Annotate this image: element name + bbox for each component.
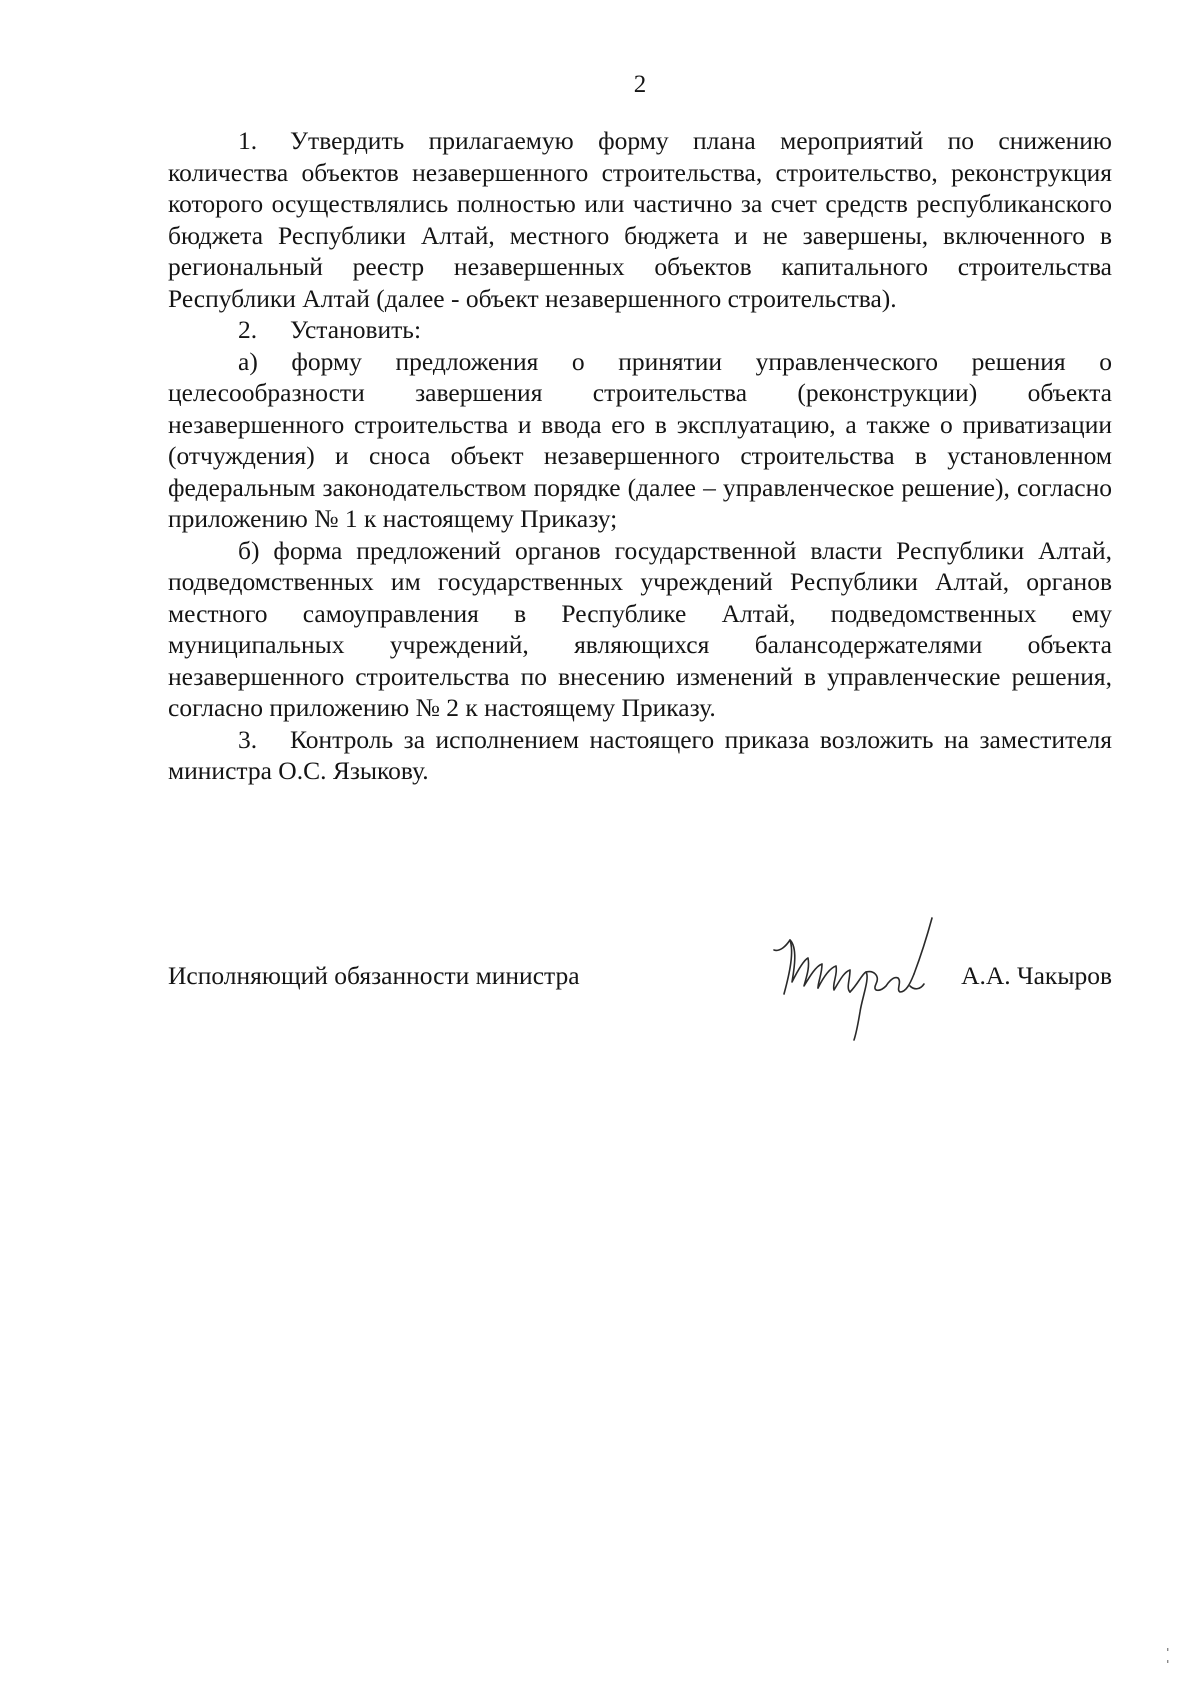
paragraph-2 (168, 314, 1112, 346)
paragraph-3 (168, 724, 1112, 787)
paragraph-text: б) форма предложений органов государственной власти Республики Алтай, подведомственных им государственных учреждений Республики Алтай, органов местного самоуправления в Республике Алтай, подведомственных ему муниципальных учреждений, являющихся балансодержателями объекта незавершенного строительства по внесению изменений в управленческие решения, согласно приложению № 2 к настоящему Приказу. (168, 535, 1112, 722)
paragraph-text: Установить: (290, 315, 422, 344)
page-number: 2 (633, 71, 647, 98)
paragraph-number: 1. (238, 126, 258, 155)
paragraph-text: Контроль за исполнением настоящего приказа возложить на заместителя министра О.С. Языкову. (168, 724, 1112, 785)
scan-artifact (1164, 1646, 1172, 1668)
paragraph-number: 3. (238, 724, 258, 754)
paragraph-text: а) форму предложения о принятии управленческого решения о целесообразности завершения строительства (реконструкции) объекта незавершенного строительства и ввода его в эксплуатацию, а также о приватизации (отчуждения) и сноса объект незавершенного строительства в установленном федеральным законодательством порядке (далее – управленческое решение), согласно приложению № 1 к настоящему Приказу; (168, 346, 1112, 533)
paragraph-number: 2. (238, 315, 258, 344)
handwritten-signature (770, 912, 960, 1042)
signatory-name: А.А. Чакыров (961, 961, 1112, 990)
paragraph-2b (168, 535, 1112, 724)
signature-block (168, 960, 1112, 1000)
paragraph-text: Утвердить прилагаемую форму плана мероприятий по снижению количества объектов незавершенного строительства, строительство, реконструкция которого осуществлялись полностью или частично за счет средств республиканского бюджета Республики Алтай, местного бюджета и не завершены, включенного в региональный реестр незавершенных объектов капитального строительства Республики Алтай (далее - объект незавершенного строительства). (168, 126, 1112, 313)
paragraph-1 (168, 125, 1112, 314)
document-body (168, 125, 1112, 787)
paragraph-2a (168, 346, 1112, 535)
signatory-role: Исполняющий обязанности министра (168, 961, 580, 990)
